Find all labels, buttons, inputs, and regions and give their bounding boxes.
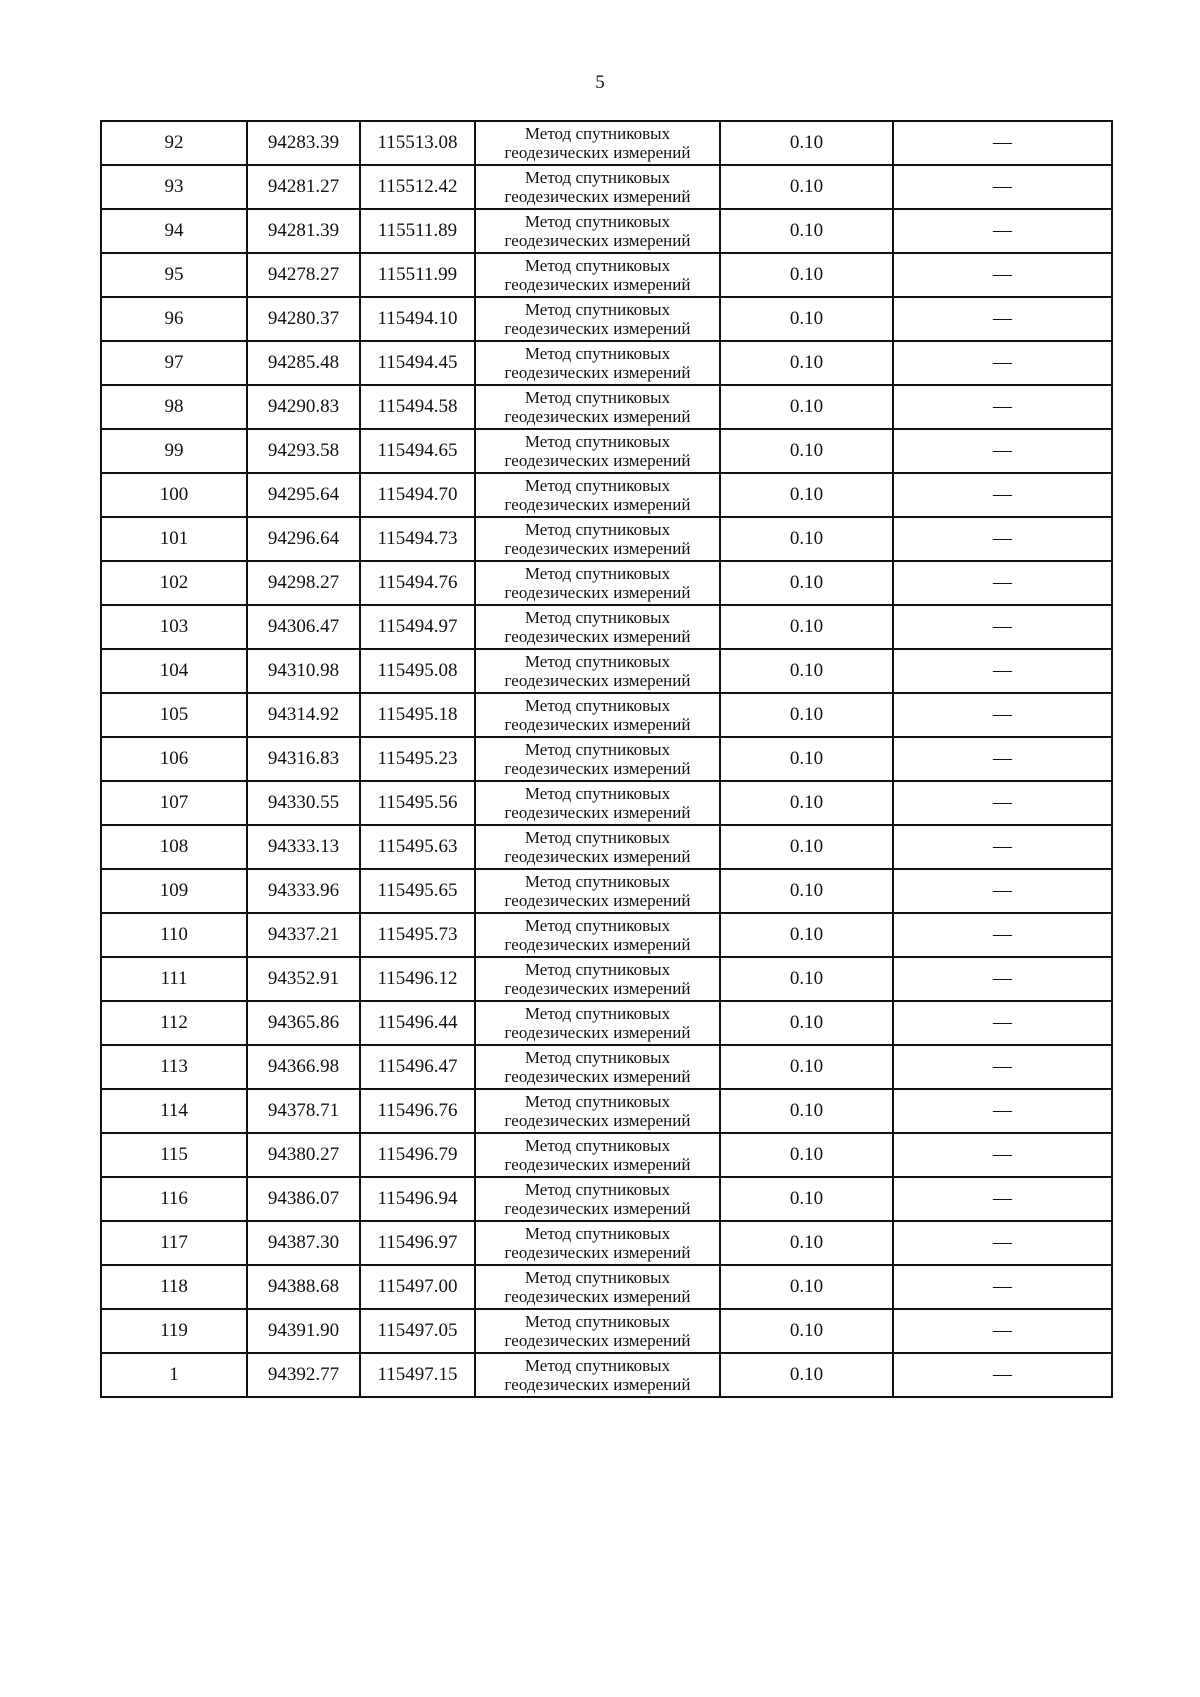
point-number-cell: 109 <box>101 869 247 913</box>
description-cell: — <box>893 1089 1112 1133</box>
point-number-cell: 103 <box>101 605 247 649</box>
point-number-cell: 113 <box>101 1045 247 1089</box>
method-line-1: Метод спутниковых <box>524 696 671 715</box>
method-line-2: геодезических измерений <box>504 539 691 558</box>
method-line-2: геодезических измерений <box>504 1243 691 1262</box>
method-line-2: геодезических измерений <box>504 847 691 866</box>
table-row <box>101 1133 1112 1177</box>
description-cell: — <box>893 473 1112 517</box>
method-cell <box>475 473 720 517</box>
table-row <box>101 693 1112 737</box>
description-cell: — <box>893 1045 1112 1089</box>
accuracy-cell: 0.10 <box>720 429 893 473</box>
method-cell <box>475 737 720 781</box>
method-line-1: Метод спутниковых <box>524 520 671 539</box>
method-cell <box>475 561 720 605</box>
method-line-2: геодезических измерений <box>504 363 691 382</box>
method-line-1: Метод спутниковых <box>524 564 671 583</box>
accuracy-cell: 0.10 <box>720 165 893 209</box>
y-coordinate-cell: 115511.99 <box>360 253 475 297</box>
x-coordinate-cell: 94285.48 <box>247 341 360 385</box>
method-line-2: геодезических измерений <box>504 495 691 514</box>
method-line-2: геодезических измерений <box>504 979 691 998</box>
x-coordinate-cell: 94392.77 <box>247 1353 360 1397</box>
point-number-cell: 108 <box>101 825 247 869</box>
x-coordinate-cell: 94280.37 <box>247 297 360 341</box>
point-number-cell: 104 <box>101 649 247 693</box>
description-cell: — <box>893 1309 1112 1353</box>
point-number-cell: 102 <box>101 561 247 605</box>
description-cell: — <box>893 1265 1112 1309</box>
accuracy-cell: 0.10 <box>720 209 893 253</box>
x-coordinate-cell: 94366.98 <box>247 1045 360 1089</box>
method-line-1: Метод спутниковых <box>524 256 671 275</box>
method-cell <box>475 1001 720 1045</box>
description-cell: — <box>893 869 1112 913</box>
method-cell <box>475 385 720 429</box>
x-coordinate-cell: 94387.30 <box>247 1221 360 1265</box>
method-cell <box>475 913 720 957</box>
y-coordinate-cell: 115495.63 <box>360 825 475 869</box>
accuracy-cell: 0.10 <box>720 253 893 297</box>
y-coordinate-cell: 115494.58 <box>360 385 475 429</box>
method-line-1: Метод спутниковых <box>524 960 671 979</box>
table-row <box>101 957 1112 1001</box>
y-coordinate-cell: 115494.10 <box>360 297 475 341</box>
description-cell: — <box>893 1177 1112 1221</box>
table-row <box>101 1353 1112 1397</box>
point-number-cell: 93 <box>101 165 247 209</box>
method-line-1: Метод спутниковых <box>524 652 671 671</box>
y-coordinate-cell: 115513.08 <box>360 121 475 165</box>
method-cell <box>475 1133 720 1177</box>
method-line-1: Метод спутниковых <box>524 212 671 231</box>
x-coordinate-cell: 94386.07 <box>247 1177 360 1221</box>
x-coordinate-cell: 94378.71 <box>247 1089 360 1133</box>
method-line-1: Метод спутниковых <box>524 1268 671 1287</box>
accuracy-cell: 0.10 <box>720 1353 893 1397</box>
method-line-1: Метод спутниковых <box>524 828 671 847</box>
method-cell <box>475 1309 720 1353</box>
x-coordinate-cell: 94295.64 <box>247 473 360 517</box>
table-row <box>101 869 1112 913</box>
method-line-1: Метод спутниковых <box>524 1312 671 1331</box>
description-cell: — <box>893 957 1112 1001</box>
accuracy-cell: 0.10 <box>720 869 893 913</box>
accuracy-cell: 0.10 <box>720 649 893 693</box>
method-line-1: Метод спутниковых <box>524 740 671 759</box>
y-coordinate-cell: 115497.00 <box>360 1265 475 1309</box>
method-cell <box>475 297 720 341</box>
method-cell <box>475 341 720 385</box>
description-cell: — <box>893 385 1112 429</box>
point-number-cell: 112 <box>101 1001 247 1045</box>
x-coordinate-cell: 94293.58 <box>247 429 360 473</box>
accuracy-cell: 0.10 <box>720 1265 893 1309</box>
accuracy-cell: 0.10 <box>720 561 893 605</box>
x-coordinate-cell: 94333.13 <box>247 825 360 869</box>
accuracy-cell: 0.10 <box>720 473 893 517</box>
table-row <box>101 1221 1112 1265</box>
x-coordinate-cell: 94365.86 <box>247 1001 360 1045</box>
x-coordinate-cell: 94298.27 <box>247 561 360 605</box>
method-cell <box>475 781 720 825</box>
point-number-cell: 100 <box>101 473 247 517</box>
accuracy-cell: 0.10 <box>720 605 893 649</box>
point-number-cell: 95 <box>101 253 247 297</box>
point-number-cell: 106 <box>101 737 247 781</box>
method-cell <box>475 121 720 165</box>
description-cell: — <box>893 209 1112 253</box>
method-line-2: геодезических измерений <box>504 1199 691 1218</box>
description-cell: — <box>893 165 1112 209</box>
x-coordinate-cell: 94310.98 <box>247 649 360 693</box>
point-number-cell: 116 <box>101 1177 247 1221</box>
method-line-2: геодезических измерений <box>504 583 691 602</box>
accuracy-cell: 0.10 <box>720 825 893 869</box>
method-line-2: геодезических измерений <box>504 759 691 778</box>
x-coordinate-cell: 94306.47 <box>247 605 360 649</box>
method-cell <box>475 1089 720 1133</box>
method-line-2: геодезических измерений <box>504 1287 691 1306</box>
description-cell: — <box>893 825 1112 869</box>
method-cell <box>475 253 720 297</box>
y-coordinate-cell: 115494.45 <box>360 341 475 385</box>
accuracy-cell: 0.10 <box>720 341 893 385</box>
table-row <box>101 1177 1112 1221</box>
method-cell <box>475 1353 720 1397</box>
description-cell: — <box>893 737 1112 781</box>
accuracy-cell: 0.10 <box>720 1221 893 1265</box>
point-number-cell: 92 <box>101 121 247 165</box>
y-coordinate-cell: 115496.47 <box>360 1045 475 1089</box>
point-number-cell: 107 <box>101 781 247 825</box>
method-line-2: геодезических измерений <box>504 891 691 910</box>
method-line-1: Метод спутниковых <box>524 1004 671 1023</box>
method-line-1: Метод спутниковых <box>524 476 671 495</box>
table-row <box>101 605 1112 649</box>
description-cell: — <box>893 913 1112 957</box>
table-row <box>101 253 1112 297</box>
point-number-cell: 94 <box>101 209 247 253</box>
point-number-cell: 118 <box>101 1265 247 1309</box>
page-number: 5 <box>595 72 605 93</box>
accuracy-cell: 0.10 <box>720 1177 893 1221</box>
method-line-2: геодезических измерений <box>504 275 691 294</box>
description-cell: — <box>893 1133 1112 1177</box>
method-line-2: геодезических измерений <box>504 715 691 734</box>
y-coordinate-cell: 115496.12 <box>360 957 475 1001</box>
x-coordinate-cell: 94391.90 <box>247 1309 360 1353</box>
x-coordinate-cell: 94281.27 <box>247 165 360 209</box>
description-cell: — <box>893 121 1112 165</box>
method-line-1: Метод спутниковых <box>524 608 671 627</box>
method-line-2: геодезических измерений <box>504 1155 691 1174</box>
description-cell: — <box>893 781 1112 825</box>
method-cell <box>475 957 720 1001</box>
method-line-2: геодезических измерений <box>504 1067 691 1086</box>
method-cell <box>475 825 720 869</box>
accuracy-cell: 0.10 <box>720 1309 893 1353</box>
x-coordinate-cell: 94290.83 <box>247 385 360 429</box>
table-row <box>101 121 1112 165</box>
description-cell: — <box>893 341 1112 385</box>
accuracy-cell: 0.10 <box>720 781 893 825</box>
table-row <box>101 517 1112 561</box>
method-cell <box>475 869 720 913</box>
description-cell: — <box>893 561 1112 605</box>
y-coordinate-cell: 115494.70 <box>360 473 475 517</box>
point-number-cell: 110 <box>101 913 247 957</box>
method-line-1: Метод спутниковых <box>524 1092 671 1111</box>
x-coordinate-cell: 94296.64 <box>247 517 360 561</box>
table-row <box>101 825 1112 869</box>
method-cell <box>475 649 720 693</box>
y-coordinate-cell: 115495.18 <box>360 693 475 737</box>
method-line-1: Метод спутниковых <box>524 344 671 363</box>
method-line-2: геодезических измерений <box>504 1331 691 1350</box>
method-cell <box>475 517 720 561</box>
accuracy-cell: 0.10 <box>720 1089 893 1133</box>
point-number-cell: 101 <box>101 517 247 561</box>
accuracy-cell: 0.10 <box>720 913 893 957</box>
accuracy-cell: 0.10 <box>720 1001 893 1045</box>
description-cell: — <box>893 605 1112 649</box>
y-coordinate-cell: 115495.65 <box>360 869 475 913</box>
y-coordinate-cell: 115511.89 <box>360 209 475 253</box>
table-row <box>101 649 1112 693</box>
table-row <box>101 385 1112 429</box>
method-line-2: геодезических измерений <box>504 627 691 646</box>
point-number-cell: 114 <box>101 1089 247 1133</box>
x-coordinate-cell: 94314.92 <box>247 693 360 737</box>
point-number-cell: 119 <box>101 1309 247 1353</box>
accuracy-cell: 0.10 <box>720 1133 893 1177</box>
x-coordinate-cell: 94388.68 <box>247 1265 360 1309</box>
y-coordinate-cell: 115496.44 <box>360 1001 475 1045</box>
y-coordinate-cell: 115496.94 <box>360 1177 475 1221</box>
accuracy-cell: 0.10 <box>720 737 893 781</box>
method-line-2: геодезических измерений <box>504 803 691 822</box>
description-cell: — <box>893 1221 1112 1265</box>
y-coordinate-cell: 115496.97 <box>360 1221 475 1265</box>
y-coordinate-cell: 115494.73 <box>360 517 475 561</box>
table-row <box>101 1089 1112 1133</box>
method-cell <box>475 165 720 209</box>
x-coordinate-cell: 94278.27 <box>247 253 360 297</box>
y-coordinate-cell: 115495.56 <box>360 781 475 825</box>
method-line-2: геодезических измерений <box>504 1111 691 1130</box>
y-coordinate-cell: 115495.08 <box>360 649 475 693</box>
method-cell <box>475 693 720 737</box>
point-number-cell: 105 <box>101 693 247 737</box>
point-number-cell: 97 <box>101 341 247 385</box>
y-coordinate-cell: 115494.97 <box>360 605 475 649</box>
method-line-1: Метод спутниковых <box>524 872 671 891</box>
y-coordinate-cell: 115497.05 <box>360 1309 475 1353</box>
x-coordinate-cell: 94333.96 <box>247 869 360 913</box>
accuracy-cell: 0.10 <box>720 385 893 429</box>
x-coordinate-cell: 94283.39 <box>247 121 360 165</box>
description-cell: — <box>893 297 1112 341</box>
coordinates-table <box>100 120 1113 1398</box>
table-row <box>101 781 1112 825</box>
method-cell <box>475 1265 720 1309</box>
accuracy-cell: 0.10 <box>720 957 893 1001</box>
method-line-2: геодезических измерений <box>504 407 691 426</box>
y-coordinate-cell: 115495.73 <box>360 913 475 957</box>
y-coordinate-cell: 115494.65 <box>360 429 475 473</box>
x-coordinate-cell: 94330.55 <box>247 781 360 825</box>
method-line-1: Метод спутниковых <box>524 432 671 451</box>
method-line-1: Метод спутниковых <box>524 124 671 143</box>
description-cell: — <box>893 1001 1112 1045</box>
y-coordinate-cell: 115495.23 <box>360 737 475 781</box>
accuracy-cell: 0.10 <box>720 517 893 561</box>
method-line-1: Метод спутниковых <box>524 388 671 407</box>
method-line-2: геодезических измерений <box>504 935 691 954</box>
table-row <box>101 209 1112 253</box>
point-number-cell: 98 <box>101 385 247 429</box>
method-line-2: геодезических измерений <box>504 1023 691 1042</box>
table-row <box>101 165 1112 209</box>
table-row <box>101 561 1112 605</box>
method-cell <box>475 1177 720 1221</box>
point-number-cell: 111 <box>101 957 247 1001</box>
y-coordinate-cell: 115496.76 <box>360 1089 475 1133</box>
method-cell <box>475 429 720 473</box>
method-line-2: геодезических измерений <box>504 1375 691 1394</box>
method-line-2: геодезических измерений <box>504 231 691 250</box>
description-cell: — <box>893 649 1112 693</box>
method-line-1: Метод спутниковых <box>524 168 671 187</box>
table-row <box>101 1265 1112 1309</box>
table-row <box>101 473 1112 517</box>
table-row <box>101 341 1112 385</box>
accuracy-cell: 0.10 <box>720 121 893 165</box>
point-number-cell: 1 <box>101 1353 247 1397</box>
method-line-1: Метод спутниковых <box>524 784 671 803</box>
method-line-1: Метод спутниковых <box>524 1136 671 1155</box>
table-row <box>101 737 1112 781</box>
y-coordinate-cell: 115497.15 <box>360 1353 475 1397</box>
coordinates-table-body <box>101 121 1112 1397</box>
method-line-2: геодезических измерений <box>504 671 691 690</box>
method-cell <box>475 1221 720 1265</box>
method-cell <box>475 1045 720 1089</box>
y-coordinate-cell: 115496.79 <box>360 1133 475 1177</box>
table-row <box>101 1001 1112 1045</box>
method-line-2: геодезических измерений <box>504 319 691 338</box>
method-line-1: Метод спутниковых <box>524 1048 671 1067</box>
table-row <box>101 913 1112 957</box>
description-cell: — <box>893 1353 1112 1397</box>
point-number-cell: 115 <box>101 1133 247 1177</box>
accuracy-cell: 0.10 <box>720 693 893 737</box>
x-coordinate-cell: 94337.21 <box>247 913 360 957</box>
table-row <box>101 1309 1112 1353</box>
description-cell: — <box>893 517 1112 561</box>
method-line-2: геодезических измерений <box>504 143 691 162</box>
x-coordinate-cell: 94281.39 <box>247 209 360 253</box>
method-line-1: Метод спутниковых <box>524 1180 671 1199</box>
point-number-cell: 99 <box>101 429 247 473</box>
x-coordinate-cell: 94316.83 <box>247 737 360 781</box>
y-coordinate-cell: 115494.76 <box>360 561 475 605</box>
method-line-2: геодезических измерений <box>504 451 691 470</box>
method-cell <box>475 209 720 253</box>
table-row <box>101 297 1112 341</box>
point-number-cell: 96 <box>101 297 247 341</box>
y-coordinate-cell: 115512.42 <box>360 165 475 209</box>
method-line-1: Метод спутниковых <box>524 1224 671 1243</box>
x-coordinate-cell: 94352.91 <box>247 957 360 1001</box>
accuracy-cell: 0.10 <box>720 1045 893 1089</box>
method-line-1: Метод спутниковых <box>524 916 671 935</box>
table-row <box>101 429 1112 473</box>
method-cell <box>475 605 720 649</box>
description-cell: — <box>893 693 1112 737</box>
accuracy-cell: 0.10 <box>720 297 893 341</box>
method-line-1: Метод спутниковых <box>524 1356 671 1375</box>
description-cell: — <box>893 253 1112 297</box>
description-cell: — <box>893 429 1112 473</box>
x-coordinate-cell: 94380.27 <box>247 1133 360 1177</box>
method-line-2: геодезических измерений <box>504 187 691 206</box>
method-line-1: Метод спутниковых <box>524 300 671 319</box>
table-row <box>101 1045 1112 1089</box>
point-number-cell: 117 <box>101 1221 247 1265</box>
